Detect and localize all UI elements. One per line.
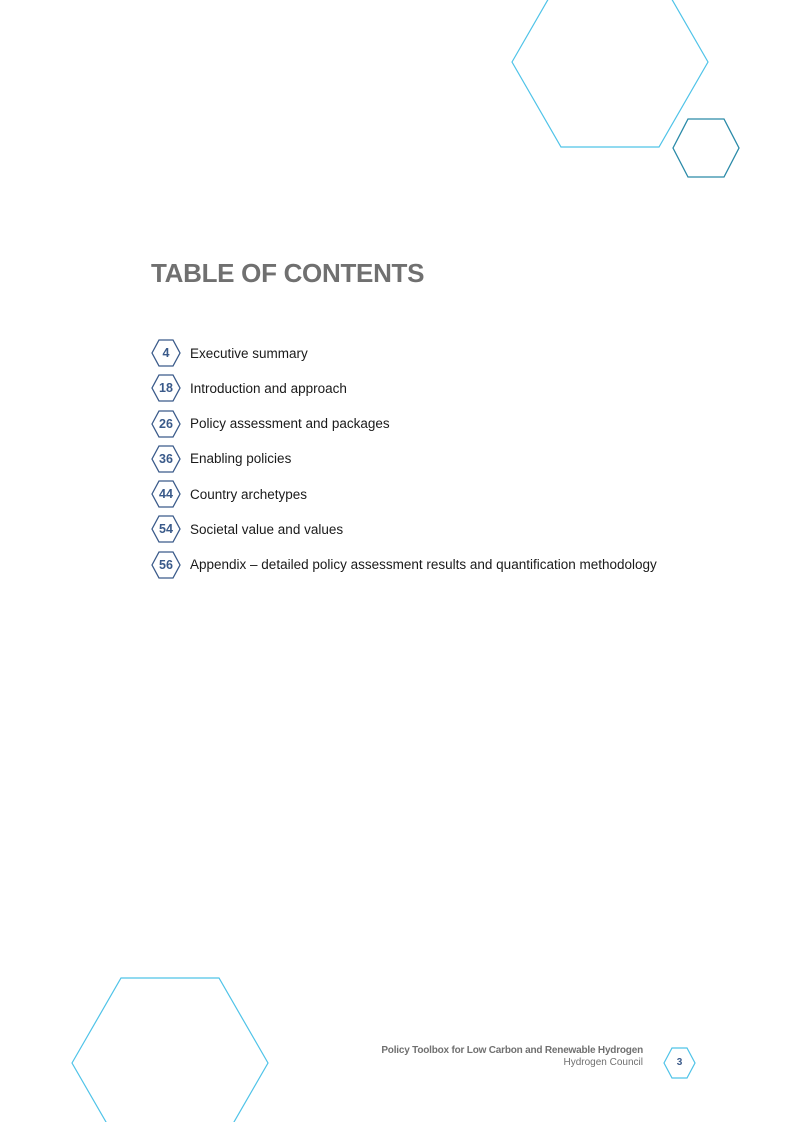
toc-list <box>151 339 657 586</box>
page-number-badge <box>151 480 181 508</box>
toc-page-number: 4 <box>162 346 170 360</box>
page-number-badge <box>663 1047 696 1079</box>
toc-page-number: 36 <box>159 451 173 466</box>
toc-item[interactable] <box>151 445 657 473</box>
toc-item-label: Societal value and values <box>190 521 344 537</box>
toc-page-number: 26 <box>159 416 173 431</box>
toc-item-label: Executive summary <box>190 345 308 361</box>
footer-document-title: Policy Toolbox for Low Carbon and Renewable Hydrogen <box>381 1045 643 1056</box>
page-title: TABLE OF CONTENTS <box>151 258 425 288</box>
toc-page-number: 56 <box>159 557 173 572</box>
page-number-badge <box>151 551 181 579</box>
page-number-badge <box>151 515 181 543</box>
footer <box>381 1045 643 1069</box>
footer-organization: Hydrogen Council <box>563 1057 643 1068</box>
toc-item[interactable] <box>151 551 657 579</box>
bottom-large-hexagon <box>72 978 268 1122</box>
toc-page-number: 54 <box>159 522 173 537</box>
page-number-badge <box>151 374 181 402</box>
toc-item[interactable] <box>151 374 657 402</box>
toc-item-label: Enabling policies <box>190 451 292 467</box>
page-number-badge <box>151 445 181 473</box>
toc-item-label: Appendix – detailed policy assessment results and quantification methodology <box>190 557 657 573</box>
toc-item-label: Country archetypes <box>190 486 308 502</box>
top-large-hexagon <box>512 0 708 147</box>
toc-item[interactable] <box>151 515 657 543</box>
toc-item[interactable] <box>151 339 657 367</box>
toc-item[interactable] <box>151 480 657 508</box>
toc-item[interactable] <box>151 410 657 438</box>
toc-page-number: 44 <box>159 487 173 502</box>
toc-item-label: Policy assessment and packages <box>190 416 390 432</box>
page-number-badge <box>151 339 181 367</box>
top-small-hexagon <box>673 119 739 177</box>
toc-page-number: 18 <box>159 381 173 396</box>
page-number: 3 <box>676 1057 683 1068</box>
page-number-badge <box>151 410 181 438</box>
toc-item-label: Introduction and approach <box>190 380 347 396</box>
